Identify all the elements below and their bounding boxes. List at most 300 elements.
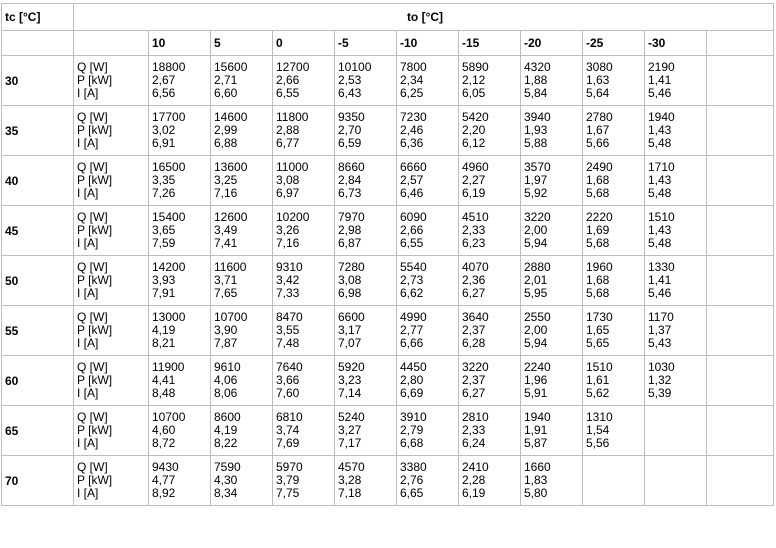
cell-value: 5,84 (524, 86, 548, 100)
tc-value: 50 (2, 256, 74, 306)
to-value-header: 5 (211, 31, 273, 56)
cell-value: 2780 (586, 110, 613, 124)
cell-value: 1310 (586, 410, 613, 424)
value-cell (645, 456, 707, 506)
cell-value: 5,88 (524, 136, 548, 150)
cell-value: 6,69 (400, 386, 424, 400)
cell-value: 2,33 (462, 423, 486, 437)
cell-value: 2880 (524, 260, 551, 274)
cell-value: 5,46 (648, 286, 672, 300)
cell-value: 3,26 (276, 223, 300, 237)
cell-value: 2,27 (462, 173, 486, 187)
cell-value: 7,60 (276, 386, 300, 400)
value-cell (645, 256, 707, 306)
value-cell (645, 406, 707, 456)
value-cell (645, 106, 707, 156)
cell-value: 8,06 (214, 386, 238, 400)
cell-value: 3080 (586, 60, 613, 74)
table-row (2, 356, 774, 406)
quantity-label: Q [W] (77, 210, 108, 224)
cell-value: 3,65 (152, 223, 176, 237)
cell-value: 5,95 (524, 286, 548, 300)
empty-cell (707, 356, 774, 406)
value-cell (521, 206, 583, 256)
table-row (2, 306, 774, 356)
cell-value: 3380 (400, 460, 427, 474)
quantity-labels (74, 56, 149, 106)
cell-value: 16500 (152, 160, 186, 174)
cell-value: 1330 (648, 260, 675, 274)
cell-value: 1,32 (648, 373, 672, 387)
value-cell (273, 306, 335, 356)
cell-value: 5,64 (586, 86, 610, 100)
quantity-label: P [kW] (77, 323, 113, 337)
cell-value: 2,34 (400, 73, 424, 87)
cell-value: 3,25 (214, 173, 238, 187)
cell-value: 7,33 (276, 286, 300, 300)
header-row (2, 4, 774, 31)
cell-value: 3,35 (152, 173, 176, 187)
cell-value: 4,19 (152, 323, 176, 337)
cell-value: 2240 (524, 360, 551, 374)
cell-value: 9310 (276, 260, 303, 274)
value-cell (397, 56, 459, 106)
cell-value: 2,53 (338, 73, 362, 87)
value-cell (335, 106, 397, 156)
quantity-label: I [A] (77, 236, 99, 250)
cell-value: 1660 (524, 460, 551, 474)
cell-value: 5,48 (648, 236, 672, 250)
quantity-label: I [A] (77, 86, 99, 100)
value-cell (211, 256, 273, 306)
quantity-labels (74, 106, 149, 156)
value-cell (335, 406, 397, 456)
cell-value: 4450 (400, 360, 427, 374)
cell-value: 6,87 (338, 236, 362, 250)
cell-value: 4,77 (152, 473, 176, 487)
quantity-label: P [kW] (77, 173, 113, 187)
cell-value: 3570 (524, 160, 551, 174)
quantity-label: P [kW] (77, 273, 113, 287)
value-cell (211, 406, 273, 456)
cell-value: 5,94 (524, 336, 548, 350)
quantity-labels (74, 306, 149, 356)
cell-value: 5,65 (586, 336, 610, 350)
cell-value: 4320 (524, 60, 551, 74)
cell-value: 3,42 (276, 273, 300, 287)
cell-value: 6,77 (276, 136, 300, 150)
cell-value: 6660 (400, 160, 427, 174)
value-cell (335, 156, 397, 206)
quantity-labels (74, 256, 149, 306)
value-cell (521, 106, 583, 156)
cell-value: 1510 (586, 360, 613, 374)
quantity-label: Q [W] (77, 410, 108, 424)
empty-cell (707, 206, 774, 256)
cell-value: 6,24 (462, 436, 486, 450)
cell-value: 6,56 (152, 86, 176, 100)
tc-value: 45 (2, 206, 74, 256)
value-cell (149, 206, 211, 256)
cell-value: 2,46 (400, 123, 424, 137)
cell-value: 5,43 (648, 336, 672, 350)
cell-value: 8470 (276, 310, 303, 324)
cell-value: 2,57 (400, 173, 424, 187)
value-cell (459, 106, 521, 156)
cell-value: 3,28 (338, 473, 362, 487)
to-value-header: -25 (583, 31, 645, 56)
cell-value: 1,43 (648, 173, 672, 187)
cell-value: 6,19 (462, 486, 486, 500)
value-cell (459, 56, 521, 106)
cell-value: 1,37 (648, 323, 672, 337)
value-cell (397, 406, 459, 456)
cell-value: 3,66 (276, 373, 300, 387)
tc-value: 70 (2, 456, 74, 506)
cell-value: 11000 (276, 160, 309, 174)
tc-value: 30 (2, 56, 74, 106)
cell-value: 5240 (338, 410, 365, 424)
cell-value: 7280 (338, 260, 365, 274)
cell-value: 8,21 (152, 336, 176, 350)
cell-value: 8,48 (152, 386, 176, 400)
cell-value: 5,68 (586, 186, 610, 200)
cell-value: 3,71 (214, 273, 238, 287)
cell-value: 7640 (276, 360, 303, 374)
value-cell (459, 306, 521, 356)
cell-value: 2,77 (400, 323, 424, 337)
cell-value: 2,67 (152, 73, 176, 87)
cell-value: 9350 (338, 110, 365, 124)
cell-value: 5,46 (648, 86, 672, 100)
cell-value: 2,70 (338, 123, 362, 137)
value-cell (583, 456, 645, 506)
cell-value: 5,92 (524, 186, 548, 200)
cell-value: 7,07 (338, 336, 362, 350)
cell-value: 5,87 (524, 436, 548, 450)
cell-value: 2,33 (462, 223, 486, 237)
cell-value: 5890 (462, 60, 489, 74)
cell-value: 1,63 (586, 73, 610, 87)
cell-value: 7,87 (214, 336, 238, 350)
cell-value: 1,54 (586, 423, 610, 437)
cell-value: 12700 (276, 60, 310, 74)
value-cell (645, 206, 707, 256)
cell-value: 3,02 (152, 123, 176, 137)
cell-value: 3,90 (214, 323, 238, 337)
cell-value: 8,34 (214, 486, 238, 500)
cell-value: 11900 (152, 360, 185, 374)
value-cell (335, 456, 397, 506)
value-cell (335, 256, 397, 306)
table-row (2, 456, 774, 506)
cell-value: 5,48 (648, 136, 672, 150)
cell-value: 6,97 (276, 186, 300, 200)
value-cell (211, 156, 273, 206)
cell-value: 7800 (400, 60, 427, 74)
cell-value: 2,36 (462, 273, 486, 287)
cell-value: 7230 (400, 110, 427, 124)
cell-value: 1,93 (524, 123, 548, 137)
value-cell (335, 56, 397, 106)
cell-value: 5540 (400, 260, 427, 274)
cell-value: 5,62 (586, 386, 610, 400)
value-cell (645, 156, 707, 206)
cell-value: 3220 (524, 210, 551, 224)
cell-value: 3,74 (276, 423, 300, 437)
quantity-labels (74, 156, 149, 206)
cell-value: 6,23 (462, 236, 486, 250)
cell-value: 9610 (214, 360, 241, 374)
cell-value: 5,68 (586, 286, 610, 300)
cell-value: 2,20 (462, 123, 486, 137)
cell-value: 14200 (152, 260, 186, 274)
cell-value: 1,65 (586, 323, 610, 337)
cell-value: 1,68 (586, 273, 610, 287)
empty-cell (2, 31, 74, 56)
cell-value: 7,14 (338, 386, 362, 400)
cell-value: 6,43 (338, 86, 362, 100)
cell-value: 7,75 (276, 486, 300, 500)
cell-value: 5,80 (524, 486, 548, 500)
value-cell (521, 306, 583, 356)
to-value-header: 0 (273, 31, 335, 56)
cell-value: 4,30 (214, 473, 238, 487)
cell-value: 15600 (214, 60, 248, 74)
cell-value: 2,79 (400, 423, 424, 437)
value-cell (211, 456, 273, 506)
quantity-label: Q [W] (77, 60, 108, 74)
value-cell (459, 206, 521, 256)
value-cell (149, 156, 211, 206)
cell-value: 9430 (152, 460, 179, 474)
quantity-labels (74, 206, 149, 256)
tc-value: 65 (2, 406, 74, 456)
quantity-labels (74, 406, 149, 456)
cell-value: 7,26 (152, 186, 176, 200)
value-cell (583, 156, 645, 206)
quantity-label: P [kW] (77, 473, 113, 487)
table-row (2, 56, 774, 106)
quantity-label: P [kW] (77, 423, 113, 437)
cell-value: 1940 (648, 110, 675, 124)
cell-value: 3,23 (338, 373, 362, 387)
cell-value: 5,66 (586, 136, 610, 150)
table-row (2, 406, 774, 456)
cell-value: 1,67 (586, 123, 610, 137)
cell-value: 6,28 (462, 336, 486, 350)
cell-value: 5420 (462, 110, 489, 124)
value-cell (273, 56, 335, 106)
cell-value: 18800 (152, 60, 186, 74)
cell-value: 8,22 (214, 436, 238, 450)
cell-value: 3,79 (276, 473, 300, 487)
value-cell (583, 306, 645, 356)
value-cell (583, 406, 645, 456)
quantity-label: Q [W] (77, 310, 108, 324)
cell-value: 7590 (214, 460, 241, 474)
value-cell (583, 56, 645, 106)
cell-value: 2,12 (462, 73, 486, 87)
cell-value: 2,73 (400, 273, 424, 287)
cell-value: 4990 (400, 310, 427, 324)
quantity-label: I [A] (77, 386, 99, 400)
cell-value: 8600 (214, 410, 241, 424)
value-cell (645, 306, 707, 356)
cell-value: 3910 (400, 410, 427, 424)
cell-value: 8,92 (152, 486, 176, 500)
cell-value: 3,93 (152, 273, 176, 287)
cell-value: 2,00 (524, 223, 548, 237)
cell-value: 7,17 (338, 436, 362, 450)
cell-value: 1,69 (586, 223, 610, 237)
cell-value: 2,88 (276, 123, 300, 137)
cell-value: 2,84 (338, 173, 362, 187)
to-value-header: 10 (149, 31, 211, 56)
empty-cell (707, 406, 774, 456)
value-cell (273, 356, 335, 406)
cell-value: 6,27 (462, 386, 486, 400)
value-cell (397, 256, 459, 306)
cell-value: 2,71 (214, 73, 238, 87)
cell-value: 6090 (400, 210, 427, 224)
value-cell (459, 156, 521, 206)
cell-value: 2550 (524, 310, 551, 324)
quantity-label: P [kW] (77, 223, 113, 237)
cell-value: 6,55 (276, 86, 300, 100)
cell-value: 4,60 (152, 423, 176, 437)
cell-value: 2490 (586, 160, 613, 174)
cell-value: 10700 (152, 410, 186, 424)
cell-value: 2,66 (400, 223, 424, 237)
quantity-label: Q [W] (77, 260, 108, 274)
cell-value: 6,25 (400, 86, 424, 100)
cell-value: 2,37 (462, 323, 486, 337)
quantity-label: P [kW] (77, 123, 113, 137)
value-cell (645, 56, 707, 106)
to-value-header: -20 (521, 31, 583, 56)
empty-cell (707, 106, 774, 156)
value-cell (149, 256, 211, 306)
empty-cell (707, 56, 774, 106)
quantity-label: I [A] (77, 336, 99, 350)
cell-value: 1,97 (524, 173, 548, 187)
cell-value: 17700 (152, 110, 186, 124)
cell-value: 6,46 (400, 186, 424, 200)
quantity-label: Q [W] (77, 360, 108, 374)
quantity-labels (74, 456, 149, 506)
cell-value: 4,41 (152, 373, 176, 387)
cell-value: 6,36 (400, 136, 424, 150)
cell-value: 6600 (338, 310, 365, 324)
value-cell (397, 106, 459, 156)
value-cell (149, 456, 211, 506)
quantity-label: I [A] (77, 186, 99, 200)
value-cell (521, 406, 583, 456)
table-row (2, 206, 774, 256)
cell-value: 1960 (586, 260, 613, 274)
cell-value: 11600 (214, 260, 247, 274)
cell-value: 5,56 (586, 436, 610, 450)
cell-value: 6,60 (214, 86, 238, 100)
cell-value: 1940 (524, 410, 551, 424)
cell-value: 3,08 (338, 273, 362, 287)
table-body (2, 4, 774, 506)
cell-value: 6,62 (400, 286, 424, 300)
cell-value: 7,18 (338, 486, 362, 500)
cell-value: 13000 (152, 310, 186, 324)
cell-value: 6,55 (400, 236, 424, 250)
value-cell (149, 356, 211, 406)
cell-value: 4960 (462, 160, 489, 174)
to-values-row (2, 31, 774, 56)
quantity-label: P [kW] (77, 73, 113, 87)
quantity-label: Q [W] (77, 460, 108, 474)
value-cell (397, 306, 459, 356)
value-cell (583, 356, 645, 406)
value-cell (149, 56, 211, 106)
cell-value: 1730 (586, 310, 613, 324)
value-cell (521, 256, 583, 306)
cell-value: 5,68 (586, 236, 610, 250)
to-value-header: -10 (397, 31, 459, 56)
cell-value: 2190 (648, 60, 675, 74)
value-cell (211, 56, 273, 106)
to-value-header: -30 (645, 31, 707, 56)
cell-value: 6,65 (400, 486, 424, 500)
value-cell (211, 356, 273, 406)
cell-value: 6,19 (462, 186, 486, 200)
cell-value: 6,98 (338, 286, 362, 300)
cell-value: 1,61 (586, 373, 610, 387)
cell-value: 3,17 (338, 323, 362, 337)
tc-value: 40 (2, 156, 74, 206)
value-cell (273, 106, 335, 156)
cell-value: 5970 (276, 460, 303, 474)
cell-value: 1030 (648, 360, 675, 374)
cell-value: 1510 (648, 210, 675, 224)
cell-value: 3,08 (276, 173, 300, 187)
value-cell (521, 456, 583, 506)
cell-value: 6,88 (214, 136, 238, 150)
value-cell (583, 106, 645, 156)
cell-value: 10200 (276, 210, 310, 224)
table-row (2, 156, 774, 206)
cell-value: 3,49 (214, 223, 238, 237)
cell-value: 1,88 (524, 73, 548, 87)
quantity-label: Q [W] (77, 110, 108, 124)
value-cell (149, 306, 211, 356)
cell-value: 6,68 (400, 436, 424, 450)
cell-value: 1710 (648, 160, 675, 174)
cell-value: 12600 (214, 210, 248, 224)
cell-value: 11800 (276, 110, 309, 124)
cell-value: 6,73 (338, 186, 362, 200)
cell-value: 3640 (462, 310, 489, 324)
value-cell (211, 306, 273, 356)
empty-cell (74, 31, 149, 56)
cell-value: 10100 (338, 60, 372, 74)
empty-cell (707, 256, 774, 306)
cell-value: 1,91 (524, 423, 548, 437)
to-value-header: -5 (335, 31, 397, 56)
value-cell (335, 306, 397, 356)
cell-value: 6,91 (152, 136, 176, 150)
cell-value: 2,80 (400, 373, 424, 387)
cell-value: 2410 (462, 460, 489, 474)
value-cell (335, 206, 397, 256)
cell-value: 7,16 (214, 186, 238, 200)
